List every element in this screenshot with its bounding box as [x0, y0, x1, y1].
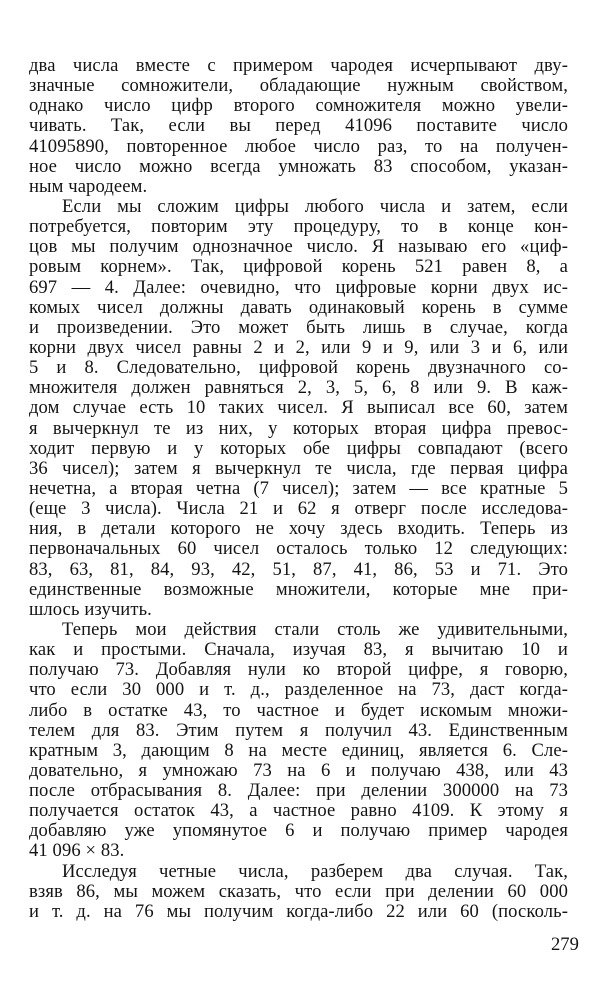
text-line: после отбрасывания 8. Далее: при делении 300000 на 73 [29, 780, 568, 802]
text-line: добавляю уже упомянутое 6 и получаю пример чародея [29, 820, 568, 842]
page-number: 279 [551, 934, 579, 955]
text-line: как и простыми. Сначала, изучая 83, я вычитаю 10 и [29, 639, 568, 661]
text-line: чивать. Так, если вы перед 41096 поставите число [29, 115, 568, 137]
text-line: цов мы получим однозначное число. Я называю его «циф- [29, 236, 568, 258]
text-line: кратным 3, дающим 8 на месте единиц, является 6. Сле- [29, 739, 568, 761]
text-line: ное число можно всегда умножать 83 способом, указан- [29, 155, 568, 177]
text-line: взяв 86, мы можем сказать, что если при делении 60 000 [29, 880, 568, 902]
text-line: 41 096 × 83. [29, 840, 125, 862]
text-line: корни двух чисел равны 2 и 2, или 9 и 9, или 3 и 6, или [29, 336, 568, 358]
text-line: ным чародеем. [29, 175, 148, 197]
text-line: дом случае есть 10 таких чисел. Я выписал все 60, затем [29, 397, 568, 419]
text-line: 36 чисел); затем я вычеркнул те числа, где первая цифра [29, 457, 568, 479]
text-line: единственные возможные множители, которые мне при- [29, 578, 568, 600]
text-line: телем для 83. Этим путем я получил 43. Единственным [29, 719, 568, 741]
text-line: нечетна, а вторая четна (7 чисел); затем — все кратные 5 [29, 477, 568, 499]
paragraph-first-line: Если мы сложим цифры любого числа и затем, если [62, 195, 568, 217]
text-line: шлось изучить. [29, 598, 152, 620]
text-line: комых чисел должны давать одинаковый корень в сумме [29, 296, 568, 318]
text-line: первоначальных 60 чисел осталось только 12 следующих: [29, 538, 568, 560]
text-line: получаю 73. Добавляя нули ко второй цифре, я говорю, [29, 659, 568, 681]
paragraph-first-line: Исследуя четные числа, разберем два случая. Так, [62, 860, 568, 882]
text-line: значные сомножители, обладающие нужным свойством, [29, 75, 568, 97]
text-line: 5 и 8. Следовательно, цифровой корень двузначного со- [29, 357, 568, 379]
text-line: и произведении. Это может быть лишь в случае, когда [29, 316, 568, 338]
text-line: ровым корнем». Так, цифровой корень 521 равен 8, а [29, 256, 568, 278]
text-line: 41095890, повторенное любое число раз, то на получен- [29, 135, 568, 157]
text-line: ходит первую и у которых обе цифры совпадают (всего [29, 437, 568, 459]
text-line: потребуется, повторим эту процедуру, то в конце кон- [29, 216, 568, 238]
text-line: однако число цифр второго сомножителя можно увели- [29, 95, 568, 117]
text-line: 83, 63, 81, 84, 93, 42, 51, 87, 41, 86, 53 и 71. Это [29, 558, 568, 580]
text-line: получается остаток 43, а частное равно 4109. К этому я [29, 800, 568, 822]
text-line: (еще 3 числа). Числа 21 и 62 я отверг после исследова- [29, 498, 568, 520]
page-body [29, 56, 568, 922]
text-line: 697 — 4. Далее: очевидно, что цифровые корни двух ис- [29, 276, 568, 298]
text-line: два числа вместе с примером чародея исчерпывают дву- [29, 55, 568, 76]
text-line: я вычеркнул те из них, у которых вторая цифра превос- [29, 417, 568, 439]
text-line: и т. д. на 76 мы получим когда-либо 22 или 60 (посколь- [29, 900, 568, 922]
text-line: ния, в детали которого не хочу здесь входить. Теперь из [29, 518, 568, 540]
text-line: что если 30 000 и т. д., разделенное на 73, даст когда- [29, 679, 568, 701]
paragraph-first-line: Теперь мои действия стали столь же удивительными, [62, 618, 568, 640]
text-line: довательно, я умножаю 73 на 6 и получаю 438, или 43 [29, 759, 568, 781]
text-line: либо в остатке 43, то частное и будет искомым множи- [29, 699, 568, 721]
text-line: множителя должен равняться 2, 3, 5, 6, 8 или 9. В каж- [29, 377, 568, 399]
